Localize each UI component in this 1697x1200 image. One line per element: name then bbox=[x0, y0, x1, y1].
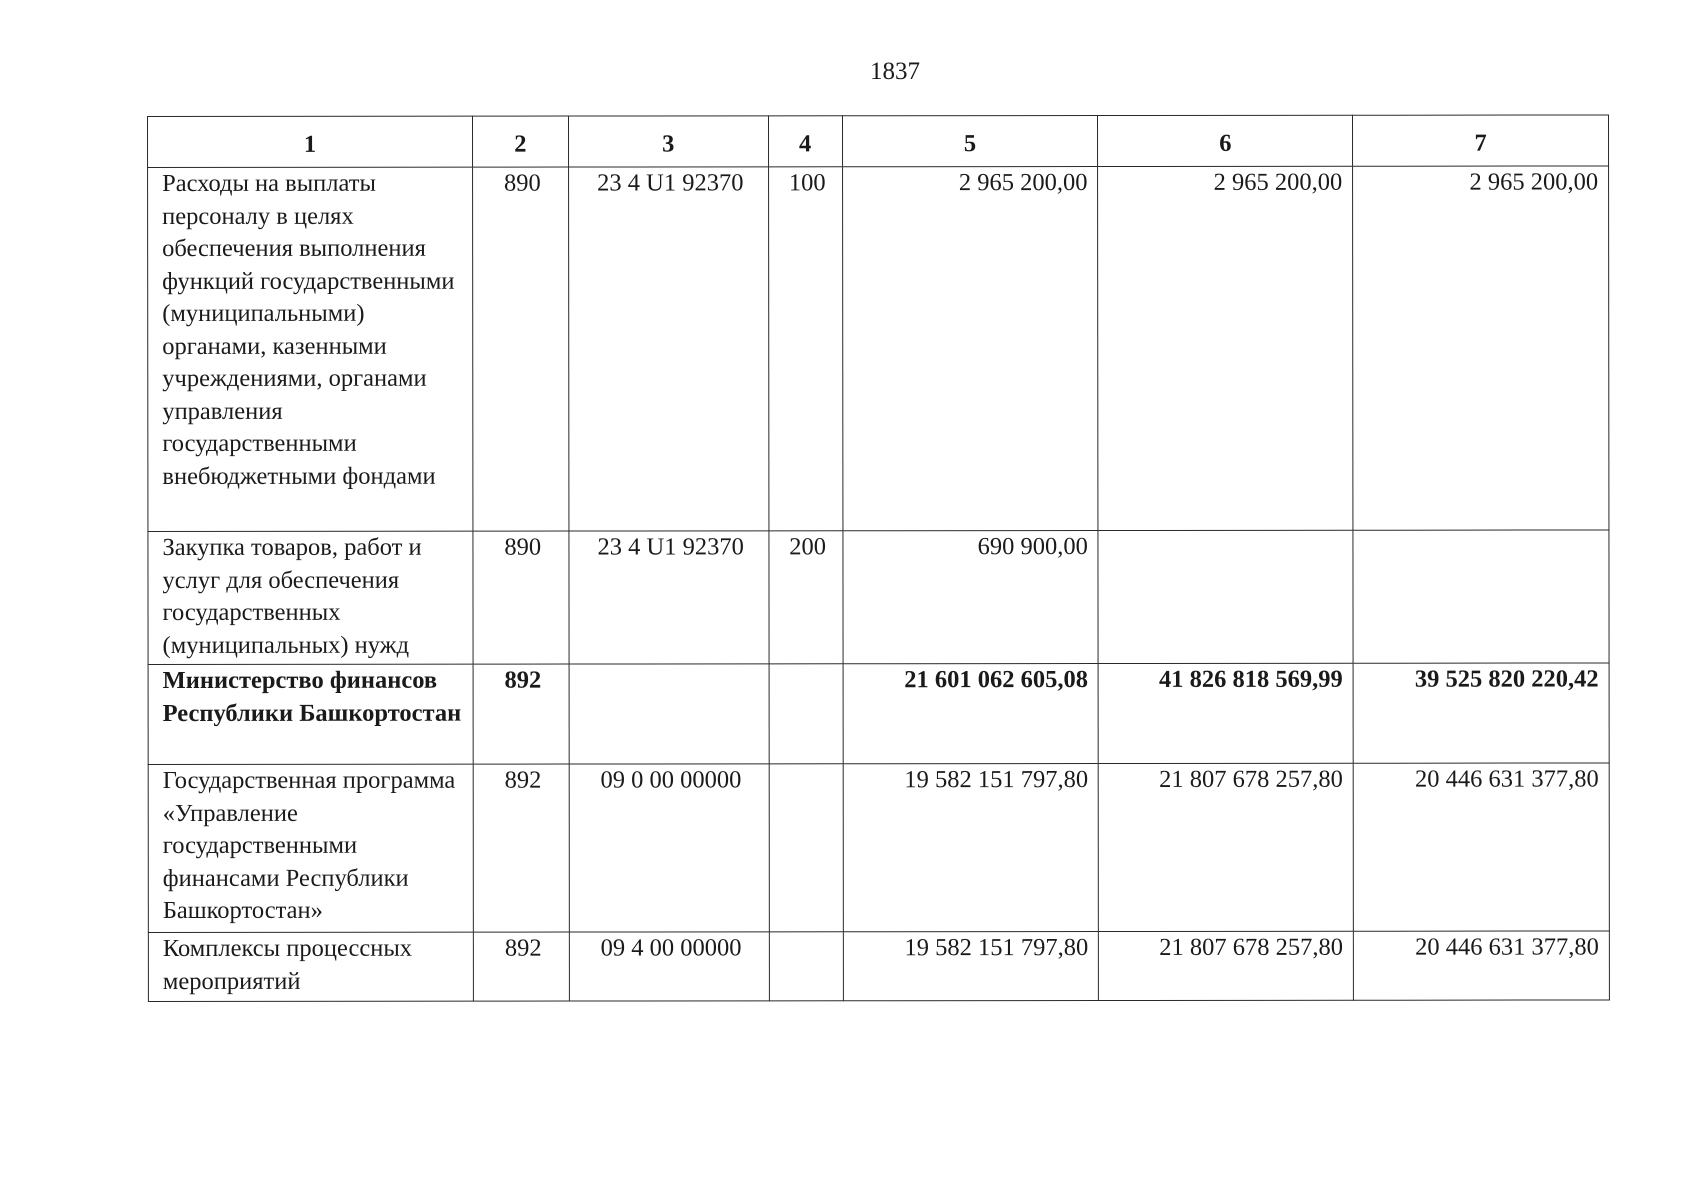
row-value-6: 41 826 818 569,99 bbox=[1098, 663, 1353, 763]
header-col-1: 1 bbox=[148, 116, 473, 167]
row-target bbox=[569, 664, 769, 764]
table-row bbox=[148, 663, 1609, 765]
row-type: 200 bbox=[769, 531, 843, 664]
row-value-6 bbox=[1098, 530, 1353, 663]
row-name: Комплексы процессных мероприятий bbox=[148, 932, 473, 1001]
header-col-2: 2 bbox=[472, 116, 568, 167]
row-target: 09 0 00 00000 bbox=[569, 764, 769, 932]
row-value-7: 39 525 820 220,42 bbox=[1353, 663, 1609, 763]
row-target: 23 4 U1 92370 bbox=[568, 167, 768, 531]
table-row bbox=[148, 530, 1609, 665]
row-value-5: 690 900,00 bbox=[843, 531, 1099, 664]
row-code: 890 bbox=[473, 531, 569, 664]
row-value-5: 2 965 200,00 bbox=[842, 167, 1098, 531]
row-value-6: 2 965 200,00 bbox=[1098, 166, 1353, 530]
row-value-7: 20 446 631 377,80 bbox=[1354, 931, 1610, 1000]
row-code: 892 bbox=[473, 932, 569, 1001]
row-type bbox=[769, 932, 843, 1001]
table-row bbox=[148, 763, 1609, 933]
row-name: Государственная программа «Управление государственными финансами Республики Башкортостан» bbox=[148, 764, 473, 932]
row-code: 892 bbox=[473, 664, 569, 764]
header-col-4: 4 bbox=[768, 116, 842, 167]
row-code: 890 bbox=[472, 167, 568, 531]
table-row bbox=[148, 166, 1609, 532]
row-value-5: 21 601 062 605,08 bbox=[843, 664, 1099, 764]
header-row bbox=[148, 115, 1609, 168]
row-name: Министерство финансов Республики Башкортостан bbox=[148, 664, 473, 764]
row-target: 23 4 U1 92370 bbox=[569, 531, 769, 664]
row-value-7: 2 965 200,00 bbox=[1353, 166, 1609, 530]
row-type bbox=[769, 664, 843, 764]
row-value-7: 20 446 631 377,80 bbox=[1353, 763, 1609, 931]
row-target: 09 4 00 00000 bbox=[569, 932, 769, 1001]
row-name: Закупка товаров, работ и услуг для обеспечения государственных (муниципальных) нужд bbox=[148, 531, 473, 664]
page-number: 1837 bbox=[870, 58, 920, 85]
header-col-3: 3 bbox=[568, 116, 768, 167]
table-row bbox=[148, 931, 1609, 1002]
row-type bbox=[769, 764, 843, 932]
header-col-6: 6 bbox=[1098, 115, 1353, 166]
row-value-5: 19 582 151 797,80 bbox=[843, 932, 1099, 1001]
row-code: 892 bbox=[473, 764, 569, 932]
budget-table bbox=[147, 114, 1610, 1002]
row-value-7 bbox=[1353, 530, 1609, 663]
row-type: 100 bbox=[768, 167, 842, 531]
row-name: Расходы на выплаты персоналу в целях обеспечения выполнения функций государственными (муниципальными) органами, казенными учреждениями, органами управления государственными внебюджетными фондами bbox=[148, 167, 473, 531]
row-value-5: 19 582 151 797,80 bbox=[843, 764, 1099, 932]
header-col-5: 5 bbox=[842, 116, 1098, 167]
row-value-6: 21 807 678 257,80 bbox=[1099, 763, 1354, 931]
header-col-7: 7 bbox=[1353, 115, 1609, 166]
row-value-6: 21 807 678 257,80 bbox=[1099, 931, 1354, 1000]
